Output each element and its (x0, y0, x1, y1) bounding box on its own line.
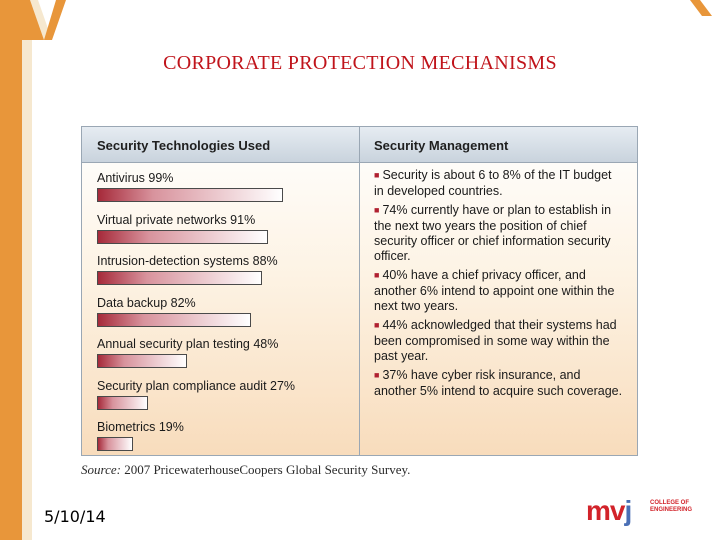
technology-label: Intrusion-detection systems 88% (97, 254, 278, 268)
management-item (374, 318, 624, 364)
technology-bar (97, 313, 251, 327)
security-figure (81, 126, 638, 456)
square-bullet-icon: ■ (374, 170, 380, 180)
technology-item (97, 254, 278, 285)
technology-label: Antivirus 99% (97, 171, 174, 185)
technology-item (97, 213, 268, 244)
technology-bar (97, 188, 283, 202)
technology-label: Security plan compliance audit 27% (97, 378, 296, 393)
management-text: 44% acknowledged that their systems had been compromised in some way within the past year. (374, 318, 617, 363)
square-bullet-icon: ■ (374, 320, 380, 330)
technology-bar (97, 437, 133, 451)
management-text: 40% have a chief privacy officer, and another 6% intend to appoint one within the next two years. (374, 268, 615, 313)
top-decoration (0, 0, 720, 40)
management-text: Security is about 6 to 8% of the IT budget in developed countries. (374, 168, 612, 198)
technology-bar (97, 396, 148, 410)
technology-label: Virtual private networks 91% (97, 212, 256, 227)
left-border-orange (0, 0, 22, 540)
square-bullet-icon: ■ (374, 370, 380, 380)
technology-bar (97, 230, 268, 244)
management-item (374, 268, 624, 314)
technology-item (97, 171, 283, 202)
slide-date: 5/10/14 (44, 507, 106, 526)
technology-label: Biometrics 19% (97, 420, 184, 434)
college-logo (586, 494, 698, 530)
management-item (374, 168, 624, 199)
technology-bar (97, 271, 262, 285)
management-item (374, 368, 624, 399)
logo-line-2: ENGINEERING (650, 507, 693, 513)
logo-mark-mv: mv (586, 495, 625, 526)
logo-line-1: COLLEGE OF (650, 500, 689, 506)
management-text: 74% currently have or plan to establish in the next two years the position of chief security officer or chief information security officer. (374, 203, 612, 263)
technology-item (97, 379, 295, 410)
technology-label: Data backup 82% (97, 295, 196, 310)
source-text: 2007 PricewaterhouseCoopers Global Security Survey. (124, 462, 411, 477)
logo-text (650, 500, 692, 514)
left-border-cream (22, 0, 32, 540)
management-text: 37% have cyber risk insurance, and another 5% intend to acquire such coverage. (374, 368, 623, 398)
right-column-heading: Security Management (374, 138, 509, 153)
column-divider (359, 127, 360, 455)
left-column-heading: Security Technologies Used (97, 138, 271, 153)
management-item (374, 203, 624, 264)
source-note (81, 462, 410, 478)
technology-label: Annual security plan testing 48% (97, 337, 279, 351)
technology-item (97, 296, 251, 327)
slide-title: CORPORATE PROTECTION MECHANISMS (163, 52, 557, 74)
technology-bar (97, 354, 187, 368)
management-list (374, 168, 624, 403)
square-bullet-icon: ■ (374, 270, 380, 280)
technology-item (97, 420, 184, 451)
logo-mark (586, 494, 631, 528)
source-prefix: Source: (81, 462, 121, 477)
logo-mark-j: j (624, 495, 632, 526)
technology-item (97, 337, 278, 368)
square-bullet-icon: ■ (374, 205, 380, 215)
